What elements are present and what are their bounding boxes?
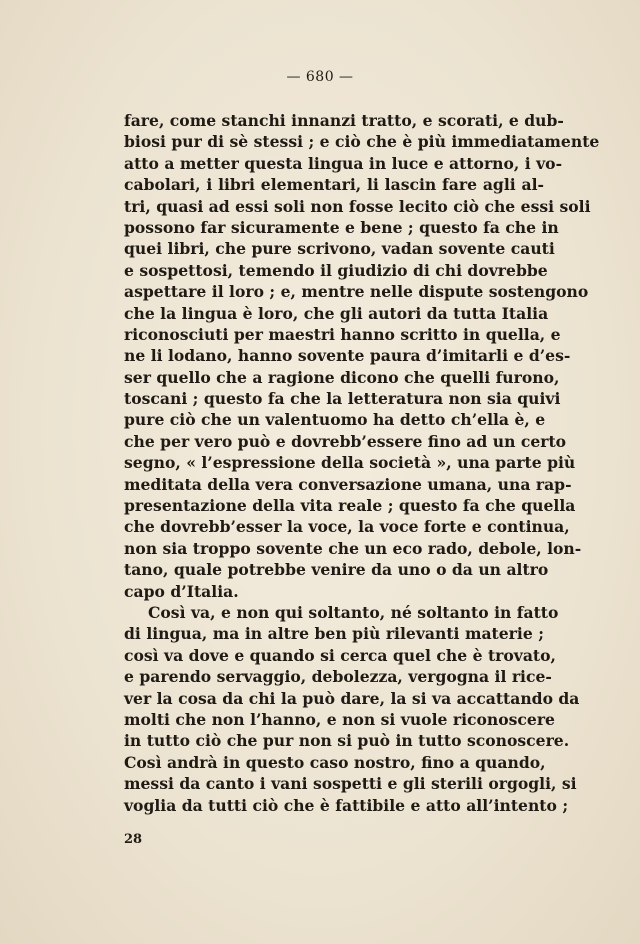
text-line: di lingua, ma in altre ben più rilevanti materie ; [124, 624, 544, 644]
text-line: ne li lodano, hanno sovente paura d’imitarli e d’es- [124, 346, 571, 366]
text-line: ser quello che a ragione dicono che quelli furono, [124, 367, 560, 387]
text-line: presentazione della vita reale ; questo fa che quella [124, 496, 576, 516]
text-line: biosi pur di sè stessi ; e ciò che è più immediatamente [124, 132, 600, 152]
text-line: che la lingua è loro, che gli autori da tutta Italia [124, 303, 549, 323]
text-line: non sia troppo sovente che un eco rado, debole, lon- [124, 538, 582, 558]
text-line: toscani ; questo fa che la letteratura non sia quivi [124, 389, 561, 409]
text-line: tri, quasi ad essi soli non fosse lecito ciò che essi soli [124, 196, 591, 216]
paragraph-start-line: Così va, e non qui soltanto, né soltanto in fatto [148, 602, 559, 622]
page-number: — 680 — [286, 69, 354, 85]
text-line: ver la cosa da chi la può dare, la si va accattando da [124, 688, 580, 708]
text-line: così va dove e quando si cerca quel che è trovato, [124, 645, 556, 665]
text-line: riconosciuti per maestri hanno scritto in quella, e [124, 324, 561, 344]
text-line: che dovrebb’esser la voce, la voce forte e continua, [124, 517, 570, 537]
text-line: aspettare il loro ; e, mentre nelle dispute sostengono [124, 282, 589, 302]
text-line: Così andrà in questo caso nostro, fino a quando, [124, 752, 546, 772]
text-line: tano, quale potrebbe venire da uno o da un altro [124, 560, 549, 580]
text-line: in tutto ciò che pur non si può in tutto sconoscere. [124, 731, 570, 751]
text-line: pure ciò che un valentuomo ha detto ch’ella è, e [124, 410, 546, 430]
text-line: fare, come stanchi innanzi tratto, e scorati, e dub- [124, 111, 564, 130]
text-line: atto a metter questa lingua in luce e attorno, i vo- [124, 153, 563, 173]
text-line: messi da canto i vani sospetti e gli sterili orgogli, si [124, 774, 577, 794]
text-line: segno, « l’espressione della società », una parte più [124, 453, 576, 473]
body-text [124, 110, 600, 816]
text-line: che per vero può e dovrebb’essere fino ad un certo [124, 431, 567, 451]
text-line: meditata della vera conversazione umana, una rap- [124, 474, 572, 494]
text-line: e parendo servaggio, debolezza, vergogna il rice- [124, 667, 552, 687]
text-line: possono far sicuramente e bene ; questo fa che in [124, 217, 559, 237]
text-line: quei libri, che pure scrivono, vadan sovente cauti [124, 239, 555, 259]
text-line: cabolari, i libri elementari, li lascin fare agli al- [124, 175, 544, 195]
text-line: voglia da tutti ciò che è fattibile e atto all’intento ; [124, 795, 569, 815]
text-line: molti che non l’hanno, e non si vuole riconoscere [124, 709, 555, 729]
signature-mark: 28 [124, 832, 143, 847]
paragraph-end-line: capo d’Italia. [124, 581, 239, 601]
text-line: e sospettosi, temendo il giudizio di chi dovrebbe [124, 260, 548, 280]
